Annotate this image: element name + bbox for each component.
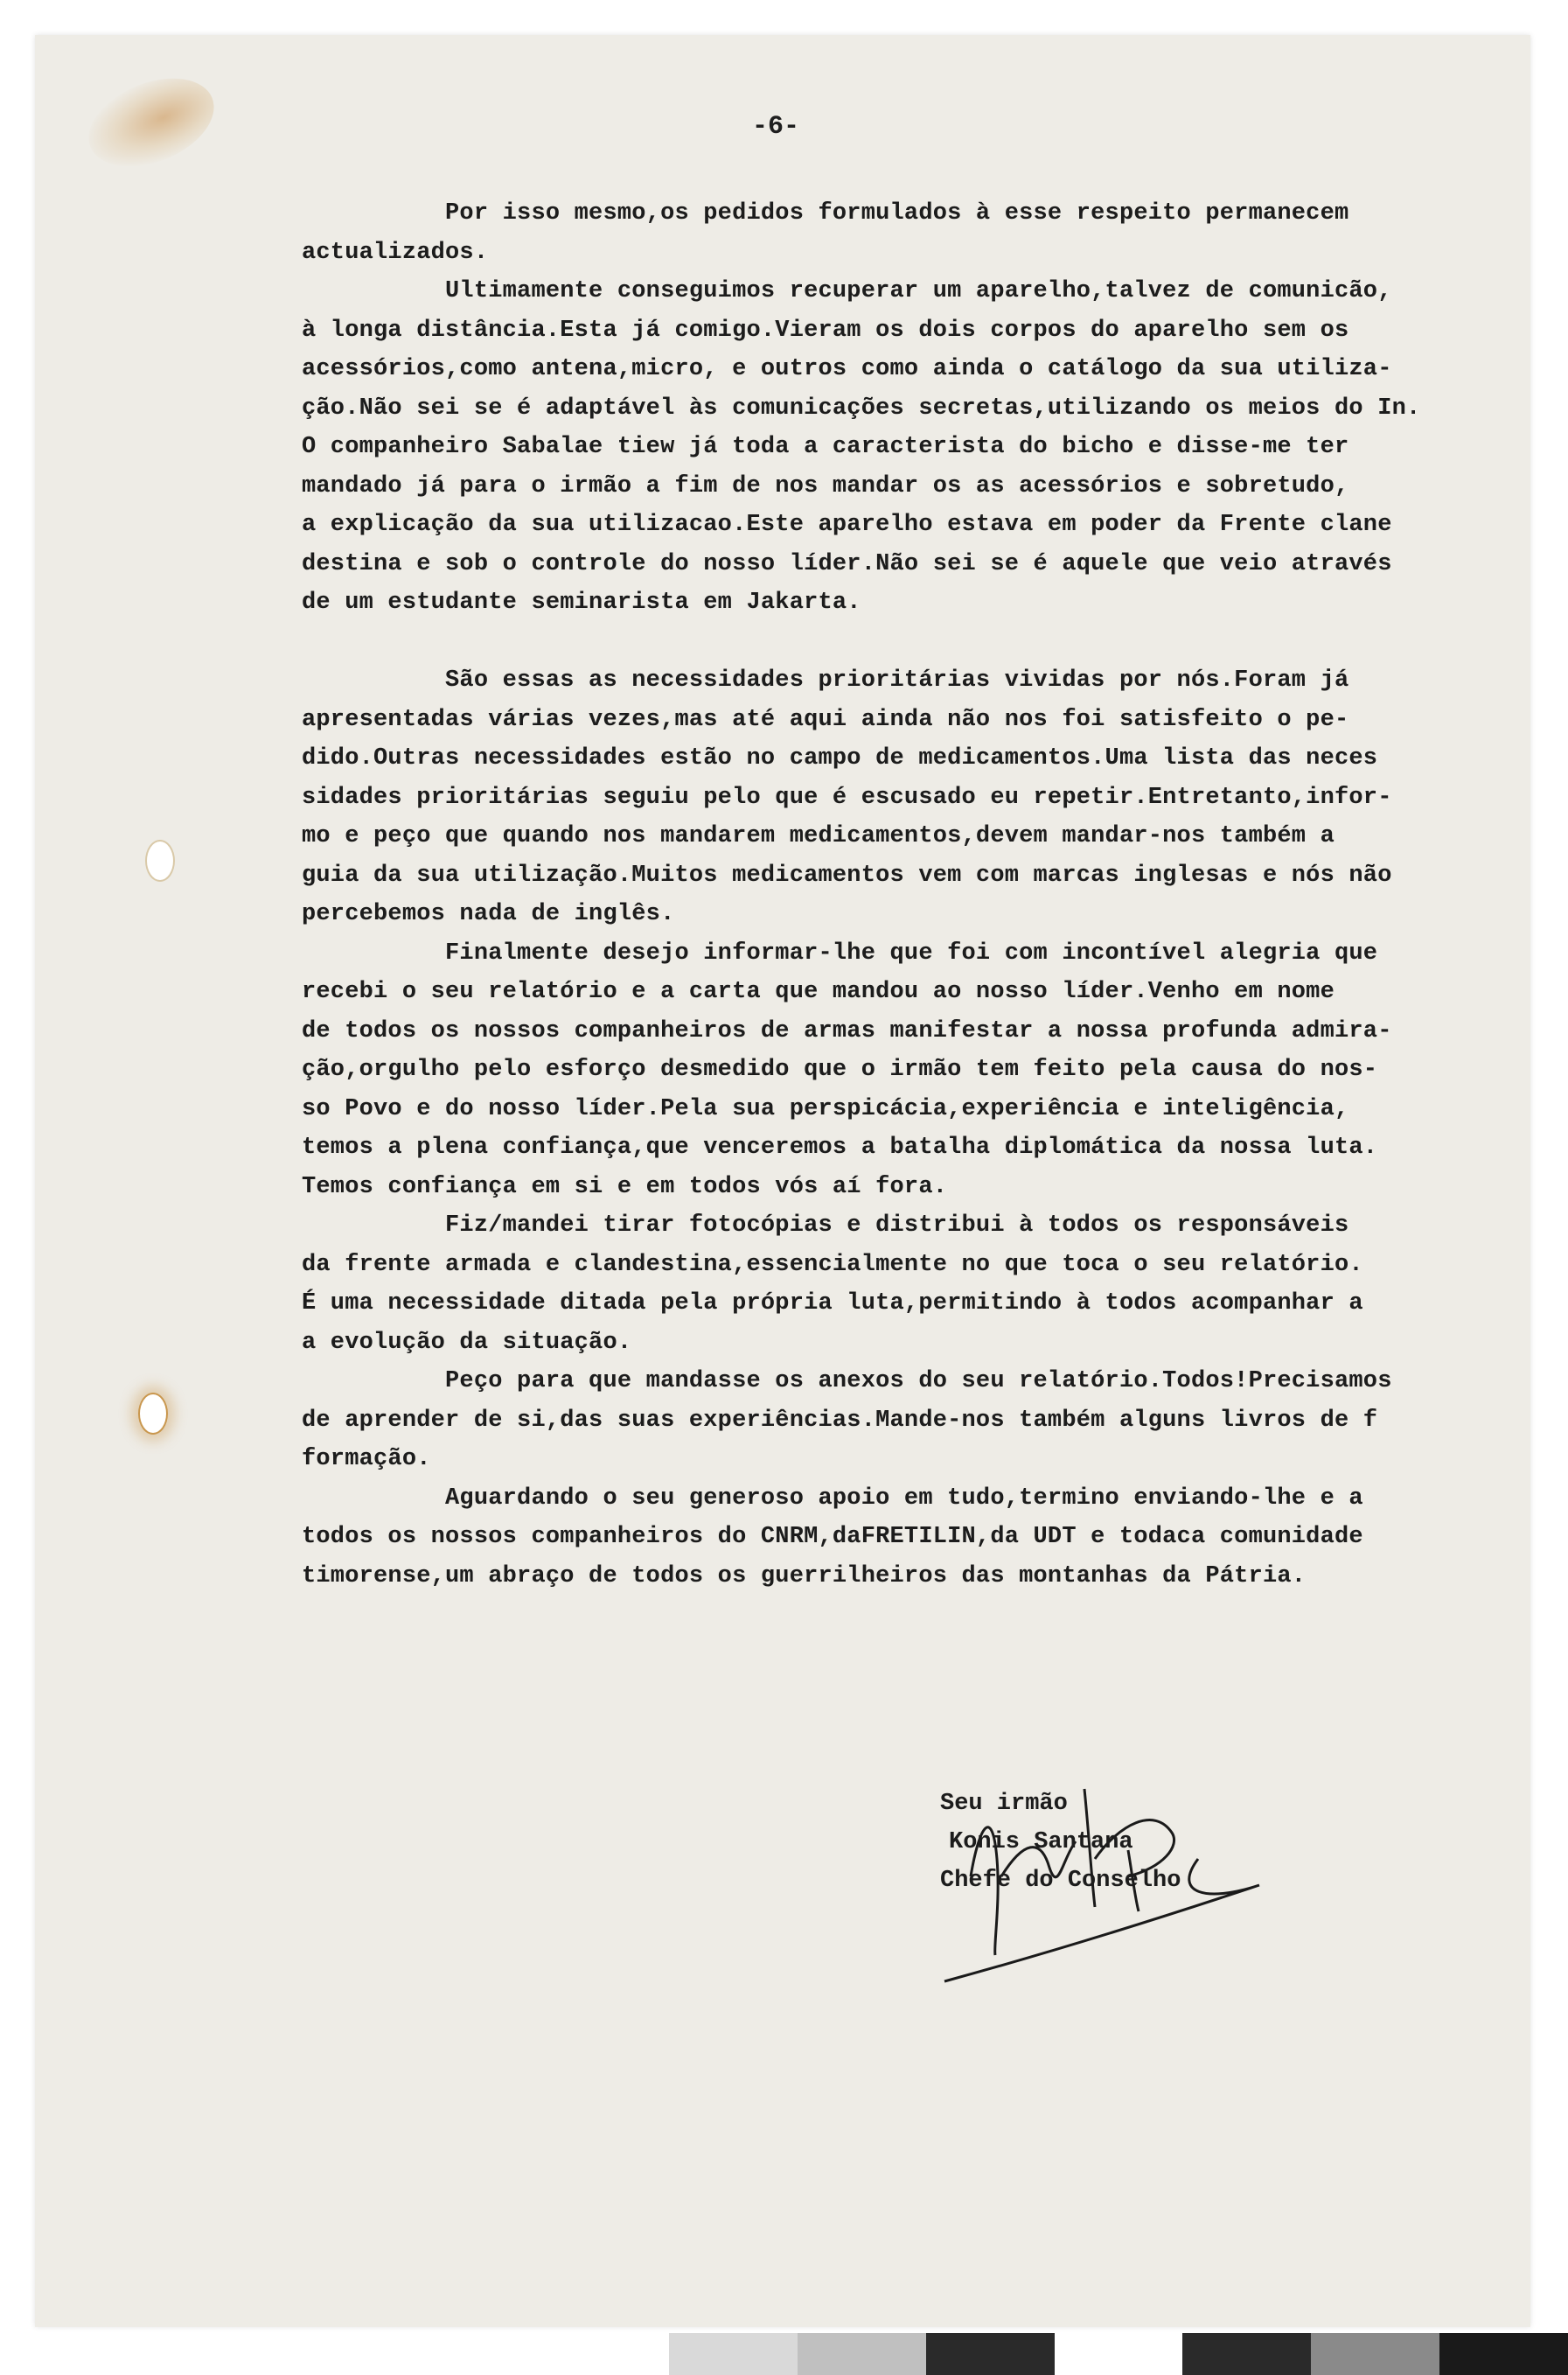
- body-line: mandado já para o irmão a fim de nos mandar os as acessórios e sobretudo,: [302, 472, 1349, 499]
- body-line: destina e sob o controle do nosso líder.Não sei se é aquele que veio através: [302, 550, 1392, 577]
- color-patch: [1182, 2333, 1311, 2375]
- color-patch: [1311, 2333, 1439, 2375]
- body-line: O companheiro Sabalae tiew já toda a caracterista do bicho e disse-me ter: [302, 434, 1349, 460]
- body-line: a explicação da sua utilizacao.Este aparelho estava em poder da Frente clane: [302, 512, 1392, 538]
- letter-body: [302, 194, 1465, 1596]
- body-line: so Povo e do nosso líder.Pela sua perspicácia,experiência e inteligência,: [302, 1095, 1349, 1122]
- color-patch: [669, 2333, 798, 2375]
- body-line: da frente armada e clandestina,essencialmente no que toca o seu relatório.: [302, 1251, 1363, 1278]
- body-line: temos a plena confiança,que venceremos a batalha diplomática da nossa luta.: [302, 1135, 1378, 1161]
- body-line: de todos os nossos companheiros de armas manifestar a nossa profunda admira-: [302, 1017, 1392, 1044]
- color-patch: [1439, 2333, 1568, 2375]
- body-line: guia da sua utilização.Muitos medicamentos vem com marcas inglesas e nós não: [302, 862, 1392, 889]
- punch-hole-lower: [138, 1393, 168, 1435]
- rust-stain: [76, 61, 227, 184]
- color-patch: [926, 2333, 1055, 2375]
- body-line: timorense,um abraço de todos os guerrilheiros das montanhas da Pátria.: [302, 1562, 1307, 1589]
- body-line: actualizados.: [302, 239, 489, 266]
- body-line: mo e peço que quando nos mandarem medicamentos,devem mandar-nos também a: [302, 823, 1335, 849]
- color-patch: [1055, 2333, 1183, 2375]
- body-line: ção.Não sei se é adaptável às comunicações secretas,utilizando os meios do In.: [302, 395, 1421, 422]
- body-line: Por isso mesmo,os pedidos formulados à esse respeito permanecem: [302, 200, 1349, 227]
- body-line: sidades prioritárias seguiu pelo que é escusado eu repetir.Entretanto,infor-: [302, 784, 1392, 811]
- body-line: a evolução da situação.: [302, 1329, 632, 1356]
- body-line: à longa distância.Esta já comigo.Vieram os dois corpos do aparelho sem os: [302, 317, 1349, 344]
- body-line: recebi o seu relatório e a carta que mandou ao nosso líder.Venho em nome: [302, 979, 1335, 1005]
- body-line: Ultimamente conseguimos recuperar um aparelho,talvez de comunicão,: [302, 278, 1392, 304]
- page-number: -6-: [752, 112, 800, 142]
- body-line: acessórios,como antena,micro, e outros como ainda o catálogo da sua utiliza-: [302, 356, 1392, 382]
- signoff-closing: Seu irmão: [940, 1791, 1068, 1817]
- signoff-block: [940, 1785, 1181, 1900]
- signoff-name: Konis Santana: [949, 1829, 1133, 1855]
- body-line: [302, 623, 1465, 662]
- color-patch: [540, 2333, 669, 2375]
- body-line: Finalmente desejo informar-lhe que foi com incontível alegria que: [302, 940, 1378, 967]
- body-line: Aguardando o seu generoso apoio em tudo,termino enviando-lhe e a: [302, 1484, 1363, 1512]
- body-line: Peço para que mandasse os anexos do seu relatório.Todos!Precisamos: [302, 1368, 1392, 1394]
- body-line: todos os nossos companheiros do CNRM,daFRETILIN,da UDT e todaca comunidade: [302, 1524, 1363, 1550]
- body-line: percebemos nada de inglês.: [302, 901, 675, 927]
- body-line: Temos confiança em si e em todos vós aí fora.: [302, 1173, 948, 1200]
- body-line: dido.Outras necessidades estão no campo de medicamentos.Uma lista das neces: [302, 745, 1378, 772]
- body-line: de um estudante seminarista em Jakarta.: [302, 590, 861, 616]
- body-line: ção,orgulho pelo esforço desmedido que o irmão tem feito pela causa do nos-: [302, 1057, 1378, 1083]
- body-line: apresentadas várias vezes,mas até aqui ainda não nos foi satisfeito o pe-: [302, 706, 1349, 733]
- body-line: Fiz/mandei tirar fotocópias e distribui à todos os responsáveis: [302, 1212, 1349, 1239]
- punch-hole-upper: [145, 840, 175, 882]
- body-line: formação.: [302, 1446, 431, 1472]
- color-calibration-strip: [540, 2333, 1568, 2375]
- body-line: São essas as necessidades prioritárias vividas por nós.Foram já: [302, 667, 1349, 694]
- signoff-title: Chefe do Conselho: [940, 1868, 1181, 1894]
- body-line: de aprender de si,das suas experiências.Mande-nos também alguns livros de f: [302, 1407, 1378, 1434]
- body-line: É uma necessidade ditada pela própria luta,permitindo à todos acompanhar a: [302, 1290, 1363, 1317]
- color-patch: [798, 2333, 926, 2375]
